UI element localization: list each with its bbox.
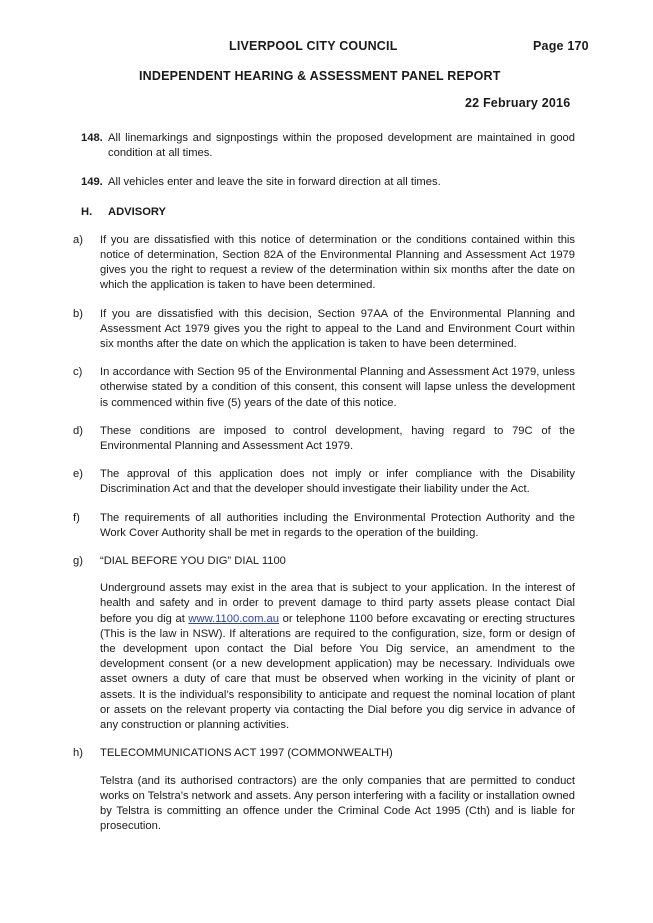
report-date: 22 February 2016 — [465, 96, 571, 110]
advisory-text: If you are dissatisfied with this decision, Section 97AA of the Environmental Planning and Assessment Act 1979 gives you the right to appeal to the Land and Environment Court within six months after the date on which the application is taken to have been determined. — [100, 307, 575, 351]
advisory-text: These conditions are imposed to control development, having regard to 79C of the Environmental Planning and Assessment Act 1979. — [100, 424, 575, 453]
advisory-letter: g) — [73, 555, 83, 568]
advisory-item-g — [73, 554, 575, 569]
advisory-letter: a) — [73, 233, 83, 246]
advisory-item-c — [73, 365, 575, 411]
advisory-letter: e) — [73, 468, 83, 481]
dial-before-you-dig-paragraph — [73, 581, 575, 733]
document-body — [73, 131, 575, 834]
advisory-item-h — [73, 746, 575, 761]
advisory-text: The requirements of all authorities including the Environmental Protection Authority and the Work Cover Authority shall be met in regards to the operation of the building. — [100, 511, 575, 539]
section-title: ADVISORY — [108, 205, 167, 218]
advisory-letter: h) — [73, 747, 83, 760]
advisory-list — [73, 233, 575, 835]
advisory-letter: f) — [73, 511, 80, 524]
condition-text: All linemarkings and signpostings within the proposed development are maintained in good condition at all times. — [108, 132, 575, 160]
advisory-letter: d) — [73, 424, 83, 437]
advisory-item-b — [73, 307, 575, 353]
advisory-item-e — [73, 467, 575, 497]
section-number: H. — [81, 205, 93, 218]
page-number: Page 170 — [533, 39, 589, 53]
report-title: INDEPENDENT HEARING & ASSESSMENT PANEL REPORT — [139, 69, 501, 83]
advisory-text: The approval of this application does not imply or infer compliance with the Disability Discrimination Act and that the developer should investigate their liability under the Act. — [100, 468, 575, 496]
advisory-text: If you are dissatisfied with this notice of determination or the conditions contained within this notice of determination, Section 82A of the Environmental Planning and Assessment Act 1979 gives you the right to request a review of the determination within six months after the date on which the application is taken to have been determined. — [100, 233, 575, 292]
telecommunications-title: TELECOMMUNICATIONS ACT 1997 (COMMONWEALTH) — [100, 747, 393, 760]
advisory-item-f — [73, 511, 575, 541]
dial-before-you-dig-title: “DIAL BEFORE YOU DIG” DIAL 1100 — [100, 555, 286, 568]
section-heading — [81, 205, 575, 220]
condition-149 — [81, 175, 575, 190]
dial-text-after-link: or telephone 1100 before excavating or erecting structures (This is the law in NSW). If alterations are required to the configuration, size, form or design of the development upon contact the Dial before You Dig service, an amendment to the development consent (or a new development application) may be necessary. Individuals owe asset owners a duty of care that must be observed when working in the vicinity of plant or assets. It is the individual’s responsibility to anticipate and request the nominal location of plant or assets on the relevant property via contacting the Dial before you dig service in advance of any construction or planning activities. — [100, 612, 575, 732]
council-name: LIVERPOOL CITY COUNCIL — [229, 39, 398, 53]
advisory-letter: c) — [73, 366, 83, 379]
dial-before-you-dig-link[interactable]: www.1100.com.au — [188, 612, 279, 625]
advisory-letter: b) — [73, 307, 83, 320]
telecommunications-paragraph: Telstra (and its authorised contractors) are the only companies that are permitted to conduct works on Telstra’s network and assets. Any person interfering with a facility or installation owned by Telstra is committing an offence under the Criminal Code Act 1995 (Cth) and is liable for prosecution. — [100, 774, 575, 833]
condition-148 — [81, 131, 575, 161]
condition-number: 148. — [81, 132, 103, 144]
condition-text: All vehicles enter and leave the site in forward direction at all times. — [108, 176, 441, 189]
advisory-item-a — [73, 233, 575, 294]
dial-text-before-link: Underground assets may exist in the area that is subject to your application. In the interest of health and safety and in order to prevent damage to third party assets please contact Dial before you dig at — [100, 582, 575, 625]
advisory-text: In accordance with Section 95 of the Environmental Planning and Assessment Act 1979, unless otherwise stated by a condition of this consent, this consent will lapse unless the development is commenced within five (5) years of the date of this notice. — [100, 366, 575, 409]
condition-number: 149. — [81, 176, 103, 189]
advisory-item-d — [73, 424, 575, 454]
